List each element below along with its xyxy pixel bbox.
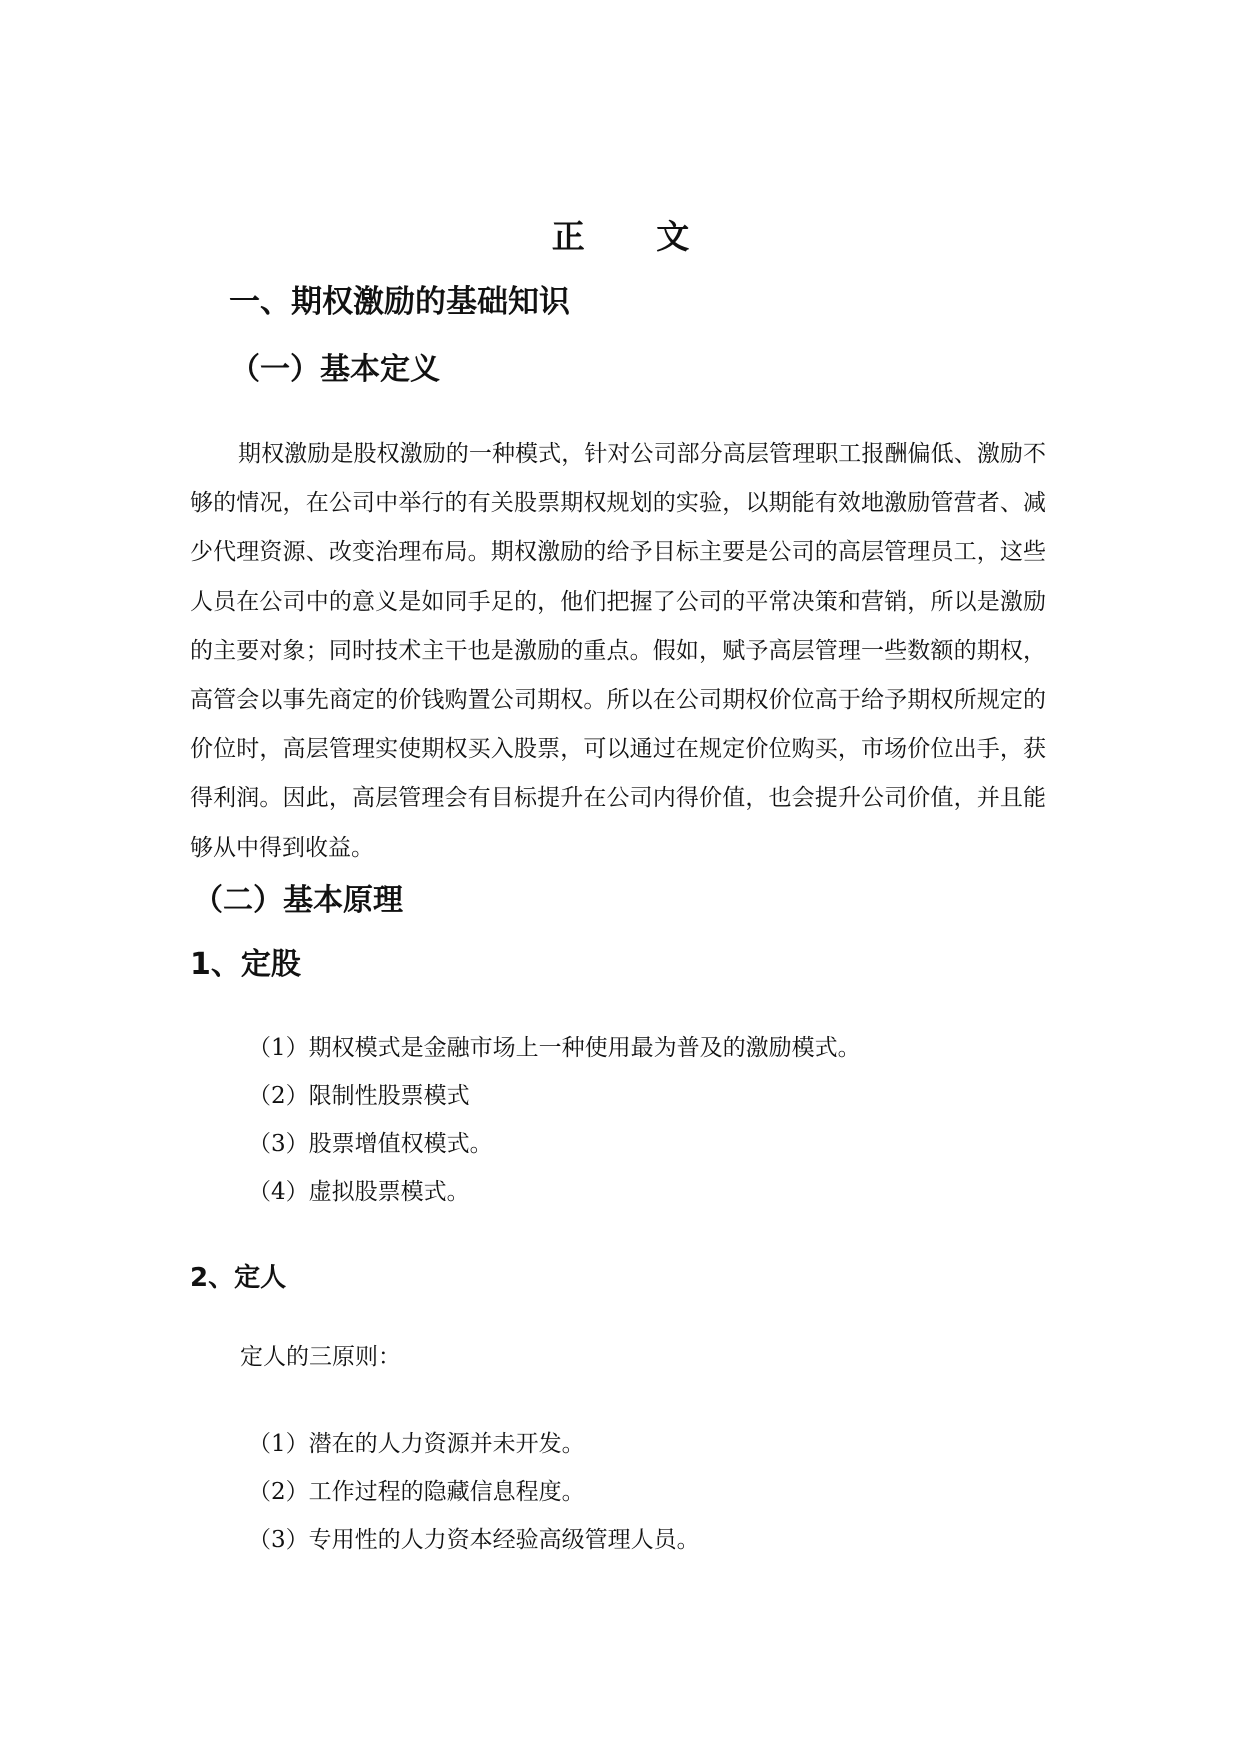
section-heading-basic-principle: （二）基本原理 xyxy=(193,883,403,918)
list-item: （2）限制性股票模式 xyxy=(248,1083,470,1109)
page-title: 正 文 xyxy=(551,217,720,256)
list-item: （1）期权模式是金融市场上一种使用最为普及的激励模式。 xyxy=(248,1035,861,1061)
list-item: （3）股票增值权模式。 xyxy=(248,1131,493,1157)
subsection-heading-people: 2、定人 xyxy=(190,1263,287,1293)
definition-paragraph: 期权激励是股权激励的一种模式，针对公司部分高层管理职工报酬偏低、激励不够的情况，在公司中举行的有关股票期权规划的实验，以期能有效地激励管营者、减少代理资源、改变治理布局。期权激励的给予目标主要是公司的高层管理员工，这些人员在公司中的意义是如同手足的，他们把握了公司的平常决策和营销，所以是激励的主要对象；同时技术主干也是激励的重点。假如，赋予高层管理一些数额的期权，高管会以事先商定的价钱购置公司期权。所以在公司期权价位高于给予期权所规定的价位时，高层管理实使期权买入股票，可以通过在规定价位购买，市场价位出手，获得利润。因此，高层管理会有目标提升在公司内得价值，也会提升公司价值，并且能够从中得到收益。 xyxy=(190,441,1046,861)
subsection-heading-shares: 1、定股 xyxy=(190,947,301,982)
people-intro-text: 定人的三原则： xyxy=(240,1344,401,1370)
section-heading-basic-definition: （一）基本定义 xyxy=(230,352,440,387)
people-principles-list xyxy=(248,1420,700,1564)
list-item: （2）工作过程的隐藏信息程度。 xyxy=(248,1479,585,1505)
list-item: （3）专用性的人力资本经验高级管理人员。 xyxy=(248,1527,700,1553)
list-item: （4）虚拟股票模式。 xyxy=(248,1179,470,1205)
shares-list xyxy=(248,1024,861,1216)
chapter-heading: 一、期权激励的基础知识 xyxy=(229,284,570,320)
list-item: （1）潜在的人力资源并未开发。 xyxy=(248,1431,585,1457)
